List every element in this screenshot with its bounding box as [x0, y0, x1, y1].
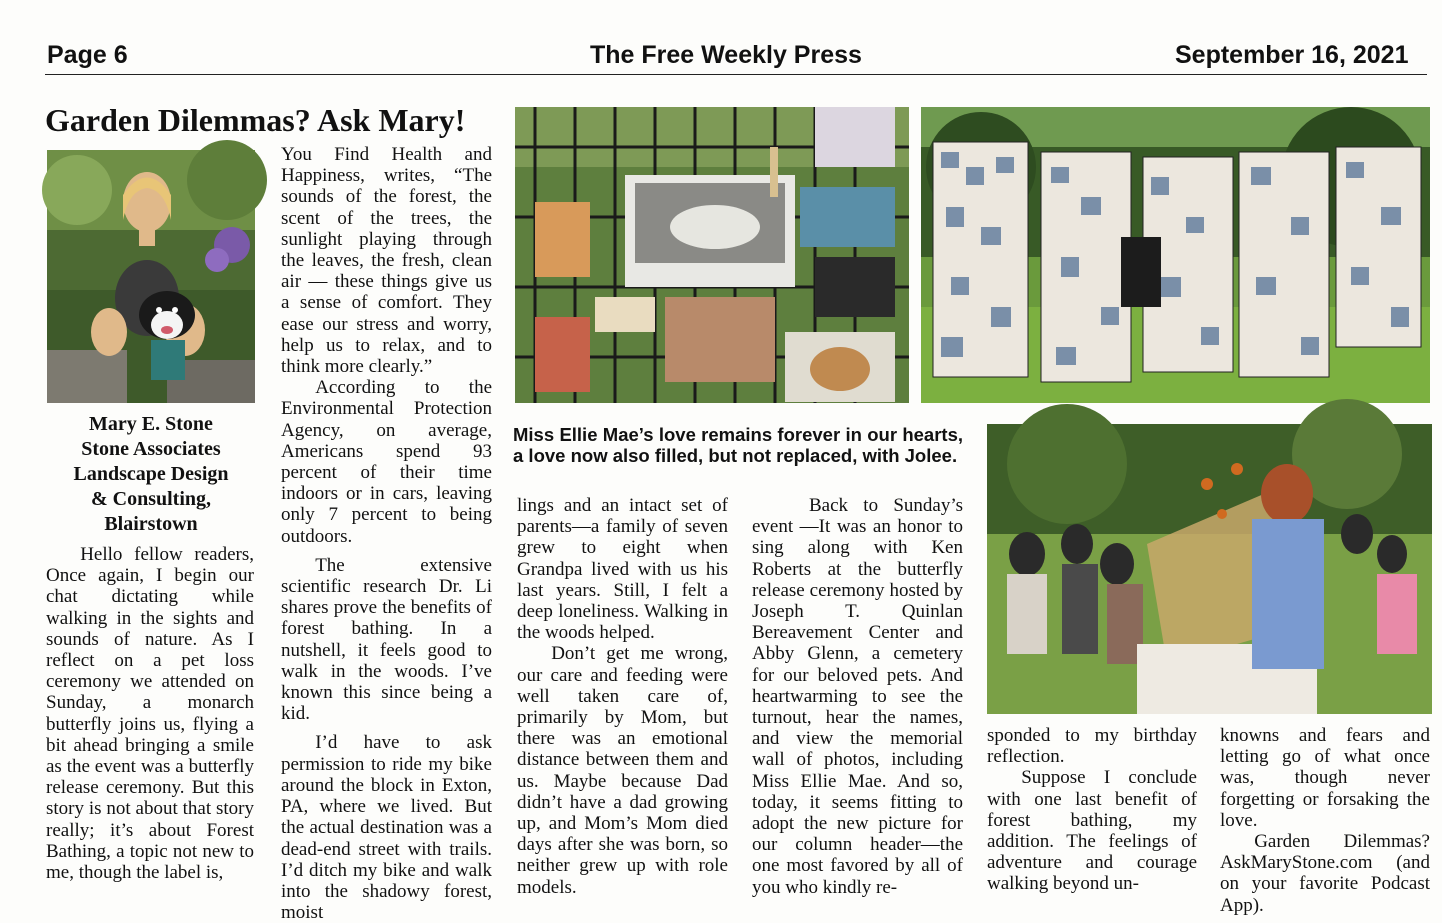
paragraph: You Find Health and Happiness, writes, “The sounds of the forest, the scent of the trees, the sunlight playing through the leaves, the fresh, clean air — these things give us a sense of comfort. They ease our stress and worry, help us to relax, and to think more clearly.” — [281, 144, 492, 378]
byline-line: Landscape Design — [73, 463, 229, 485]
byline-line: Stone Associates — [81, 438, 221, 460]
byline-line: & Consulting, — [90, 488, 212, 510]
paragraph: I’d have to ask permission to ride my bike around the block in Exton, PA, where we lived. But the actual destination was a dead-end street with trails. I’d ditch my bike and walk into the shadowy forest, moist — [281, 732, 492, 923]
newspaper-name: The Free Weekly Press — [590, 41, 862, 69]
butterfly-release-photo — [987, 424, 1432, 714]
author-photo — [47, 150, 255, 403]
byline-line: Blairstown — [104, 513, 198, 535]
article-column-3 — [517, 495, 728, 902]
paragraph: Back to Sunday’s event —It was an honor to sing along with Ken Roberts at the butterfly release ceremony hosted by Joseph T. Quinlan Bereavement Center and Abby Glenn, a cemetery for our beloved pets. And heartwarming to see the turnout, hear the names, and view the memorial wall of photos, including Miss Ellie Mae. And so, today, it seems fitting to adopt the new picture for our column header—the one most favored by all of you who kindly re- — [752, 495, 963, 898]
article-column-6 — [1220, 725, 1430, 916]
memorial-photos-closeup — [515, 107, 909, 403]
paragraph: Don’t get me wrong, our care and feeding were well taken care of, primarily by Mom, but there was an emotional distance between them and us. Maybe because Dad didn’t have a dad growing up, and Mom’s Mom died days after she was born, so neither grew up with role models. — [517, 643, 728, 898]
paragraph: lings and an intact set of parents—a family of seven grew to eight when Grandpa lived with us his last years. Still, I felt a deep loneliness. Walking in the woods helped. — [517, 495, 728, 644]
article-headline: Garden Dilemmas? Ask Mary! — [45, 102, 466, 138]
author-byline — [46, 412, 256, 537]
page-number: Page 6 — [47, 41, 128, 69]
paragraph: According to the Environmental Protection Agency, on average, Americans spend 93 percent of their time indoors or in cars, leaving only 7 percent to being outdoors. — [281, 377, 492, 547]
photo-caption: Miss Ellie Mae’s love remains forever in our hearts, a love now also filled, but not replaced, with Jolee. — [513, 424, 963, 466]
article-column-5 — [987, 725, 1197, 902]
paragraph: The extensive scientific research Dr. Li shares prove the benefits of forest bathing. In a nutshell, it feels good to walk in the woods. I’ve known this since being a kid. — [281, 554, 492, 725]
header-rule — [45, 74, 1427, 75]
article-column-2 — [281, 144, 492, 923]
article-column-4 — [752, 495, 963, 902]
article-column-1 — [46, 544, 254, 902]
memorial-wall-photo — [921, 107, 1430, 403]
byline-line: Mary E. Stone — [89, 413, 213, 435]
paragraph: Garden Dilemmas? AskMaryStone.com (and on your favorite Podcast App). — [1220, 831, 1430, 916]
paragraph: sponded to my birthday reflection. — [987, 725, 1197, 768]
paragraph: Suppose I conclude with one last benefit of forest bathing, my addition. The feelings of adventure and courage walking beyond un- — [987, 767, 1197, 895]
paragraph: Hello fellow readers, Once again, I begin our chat dictating while walking in the sights and sounds of nature. As I reflect on a pet loss ceremony we attended on Sunday, a monarch butterfly joins us, flying a bit ahead bringing a smile as the event was a butterfly release ceremony. But this story is not about that story really; it’s about Forest Bathing, a topic not new to me, though the label is, — [46, 544, 254, 884]
issue-date: September 16, 2021 — [1175, 41, 1409, 69]
paragraph: knowns and fears and letting go of what once was, though never forgetting or forsaking the love. — [1220, 725, 1430, 831]
